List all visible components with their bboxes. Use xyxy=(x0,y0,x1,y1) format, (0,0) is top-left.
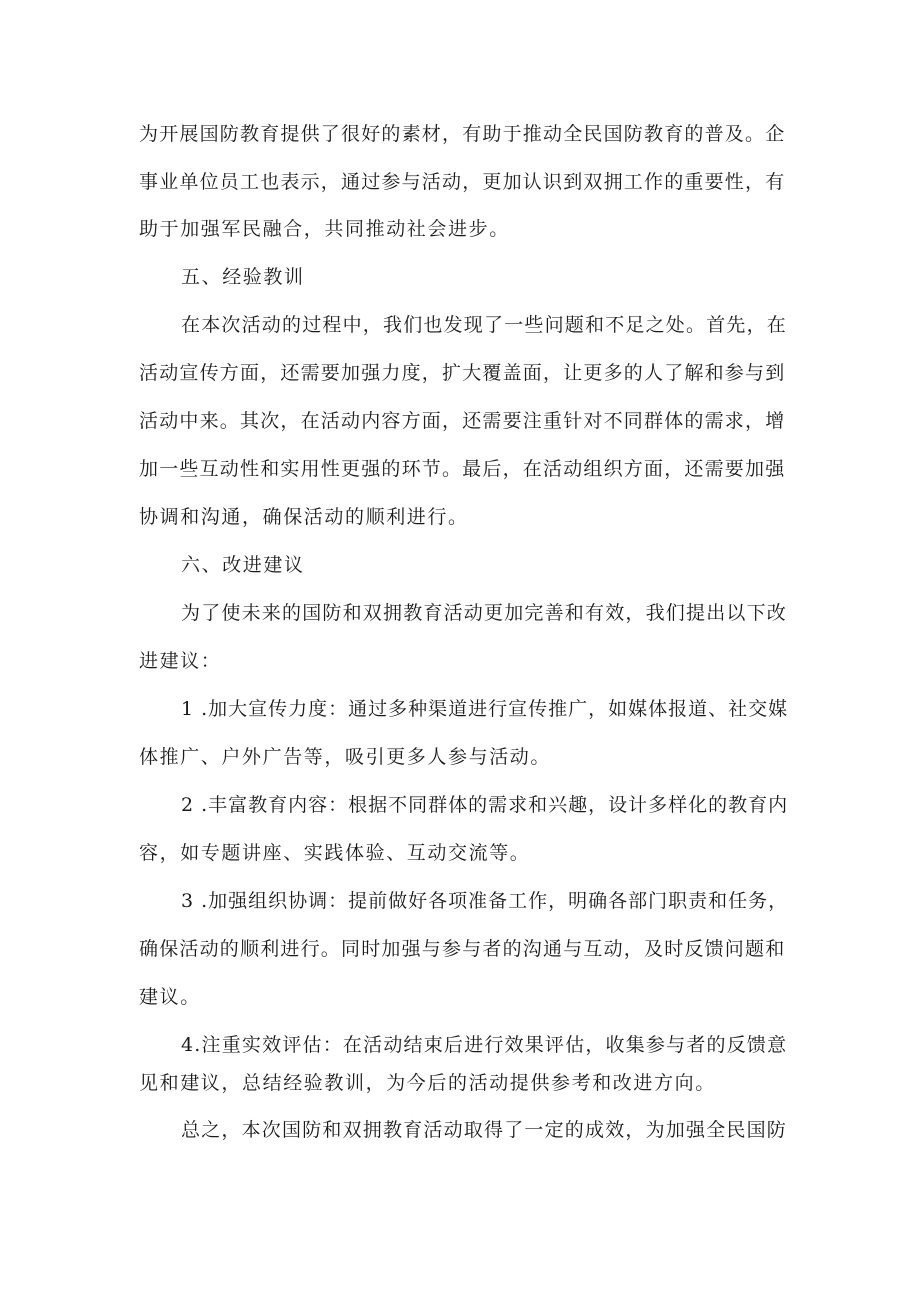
paragraph-line: 活动中来。其次，在活动内容方面，还需要注重针对不同群体的需求，增 xyxy=(139,410,786,432)
paragraph-line: 活动宣传方面，还需要加强力度，扩大覆盖面，让更多的人了解和参与到 xyxy=(139,362,786,384)
list-item-line: 4.注重实效评估：在活动结束后进行效果评估，收集参与者的反馈意 xyxy=(181,1034,788,1056)
list-item-line: 见和建议，总结经验教训，为今后的活动提供参考和改进方向。 xyxy=(139,1072,716,1094)
section-heading: 六、改进建议 xyxy=(181,554,305,576)
list-item-line: 建议。 xyxy=(139,986,201,1008)
paragraph-line: 事业单位员工也表示，通过参与活动，更加认识到双拥工作的重要性，有 xyxy=(139,171,786,193)
section-heading: 五、经验教训 xyxy=(181,266,305,288)
list-item-line: 体推广、户外广告等，吸引更多人参与活动。 xyxy=(139,746,552,768)
list-item-line: 1 .加大宣传力度：通过多种渠道进行宣传推广，如媒体报道、社交媒 xyxy=(181,698,789,720)
list-item-line: 3 .加强组织协调：提前做好各项准备工作，明确各部门职责和任务， xyxy=(181,890,789,912)
paragraph-line: 为了使未来的国防和双拥教育活动更加完善和有效，我们提出以下改 xyxy=(181,602,788,624)
paragraph-line: 在本次活动的过程中，我们也发现了一些问题和不足之处。首先，在 xyxy=(181,314,788,336)
list-item-line: 2 .丰富教育内容：根据不同群体的需求和兴趣，设计多样化的教育内 xyxy=(181,794,789,816)
paragraph-line: 进建议： xyxy=(139,650,222,672)
list-item-line: 确保活动的顺利进行。同时加强与参与者的沟通与互动，及时反馈问题和 xyxy=(139,938,786,960)
paragraph-line: 协调和沟通，确保活动的顺利进行。 xyxy=(139,506,469,528)
paragraph-line: 总之，本次国防和双拥教育活动取得了一定的成效，为加强全民国防 xyxy=(181,1119,788,1141)
paragraph-line: 助于加强军民融合，共同推动社会进步。 xyxy=(139,218,510,240)
paragraph-line: 加一些互动性和实用性更强的环节。最后，在活动组织方面，还需要加强 xyxy=(139,458,786,480)
paragraph-line: 为开展国防教育提供了很好的素材，有助于推动全民国防教育的普及。企 xyxy=(139,123,786,145)
list-item-line: 容，如专题讲座、实践体验、互动交流等。 xyxy=(139,842,531,864)
